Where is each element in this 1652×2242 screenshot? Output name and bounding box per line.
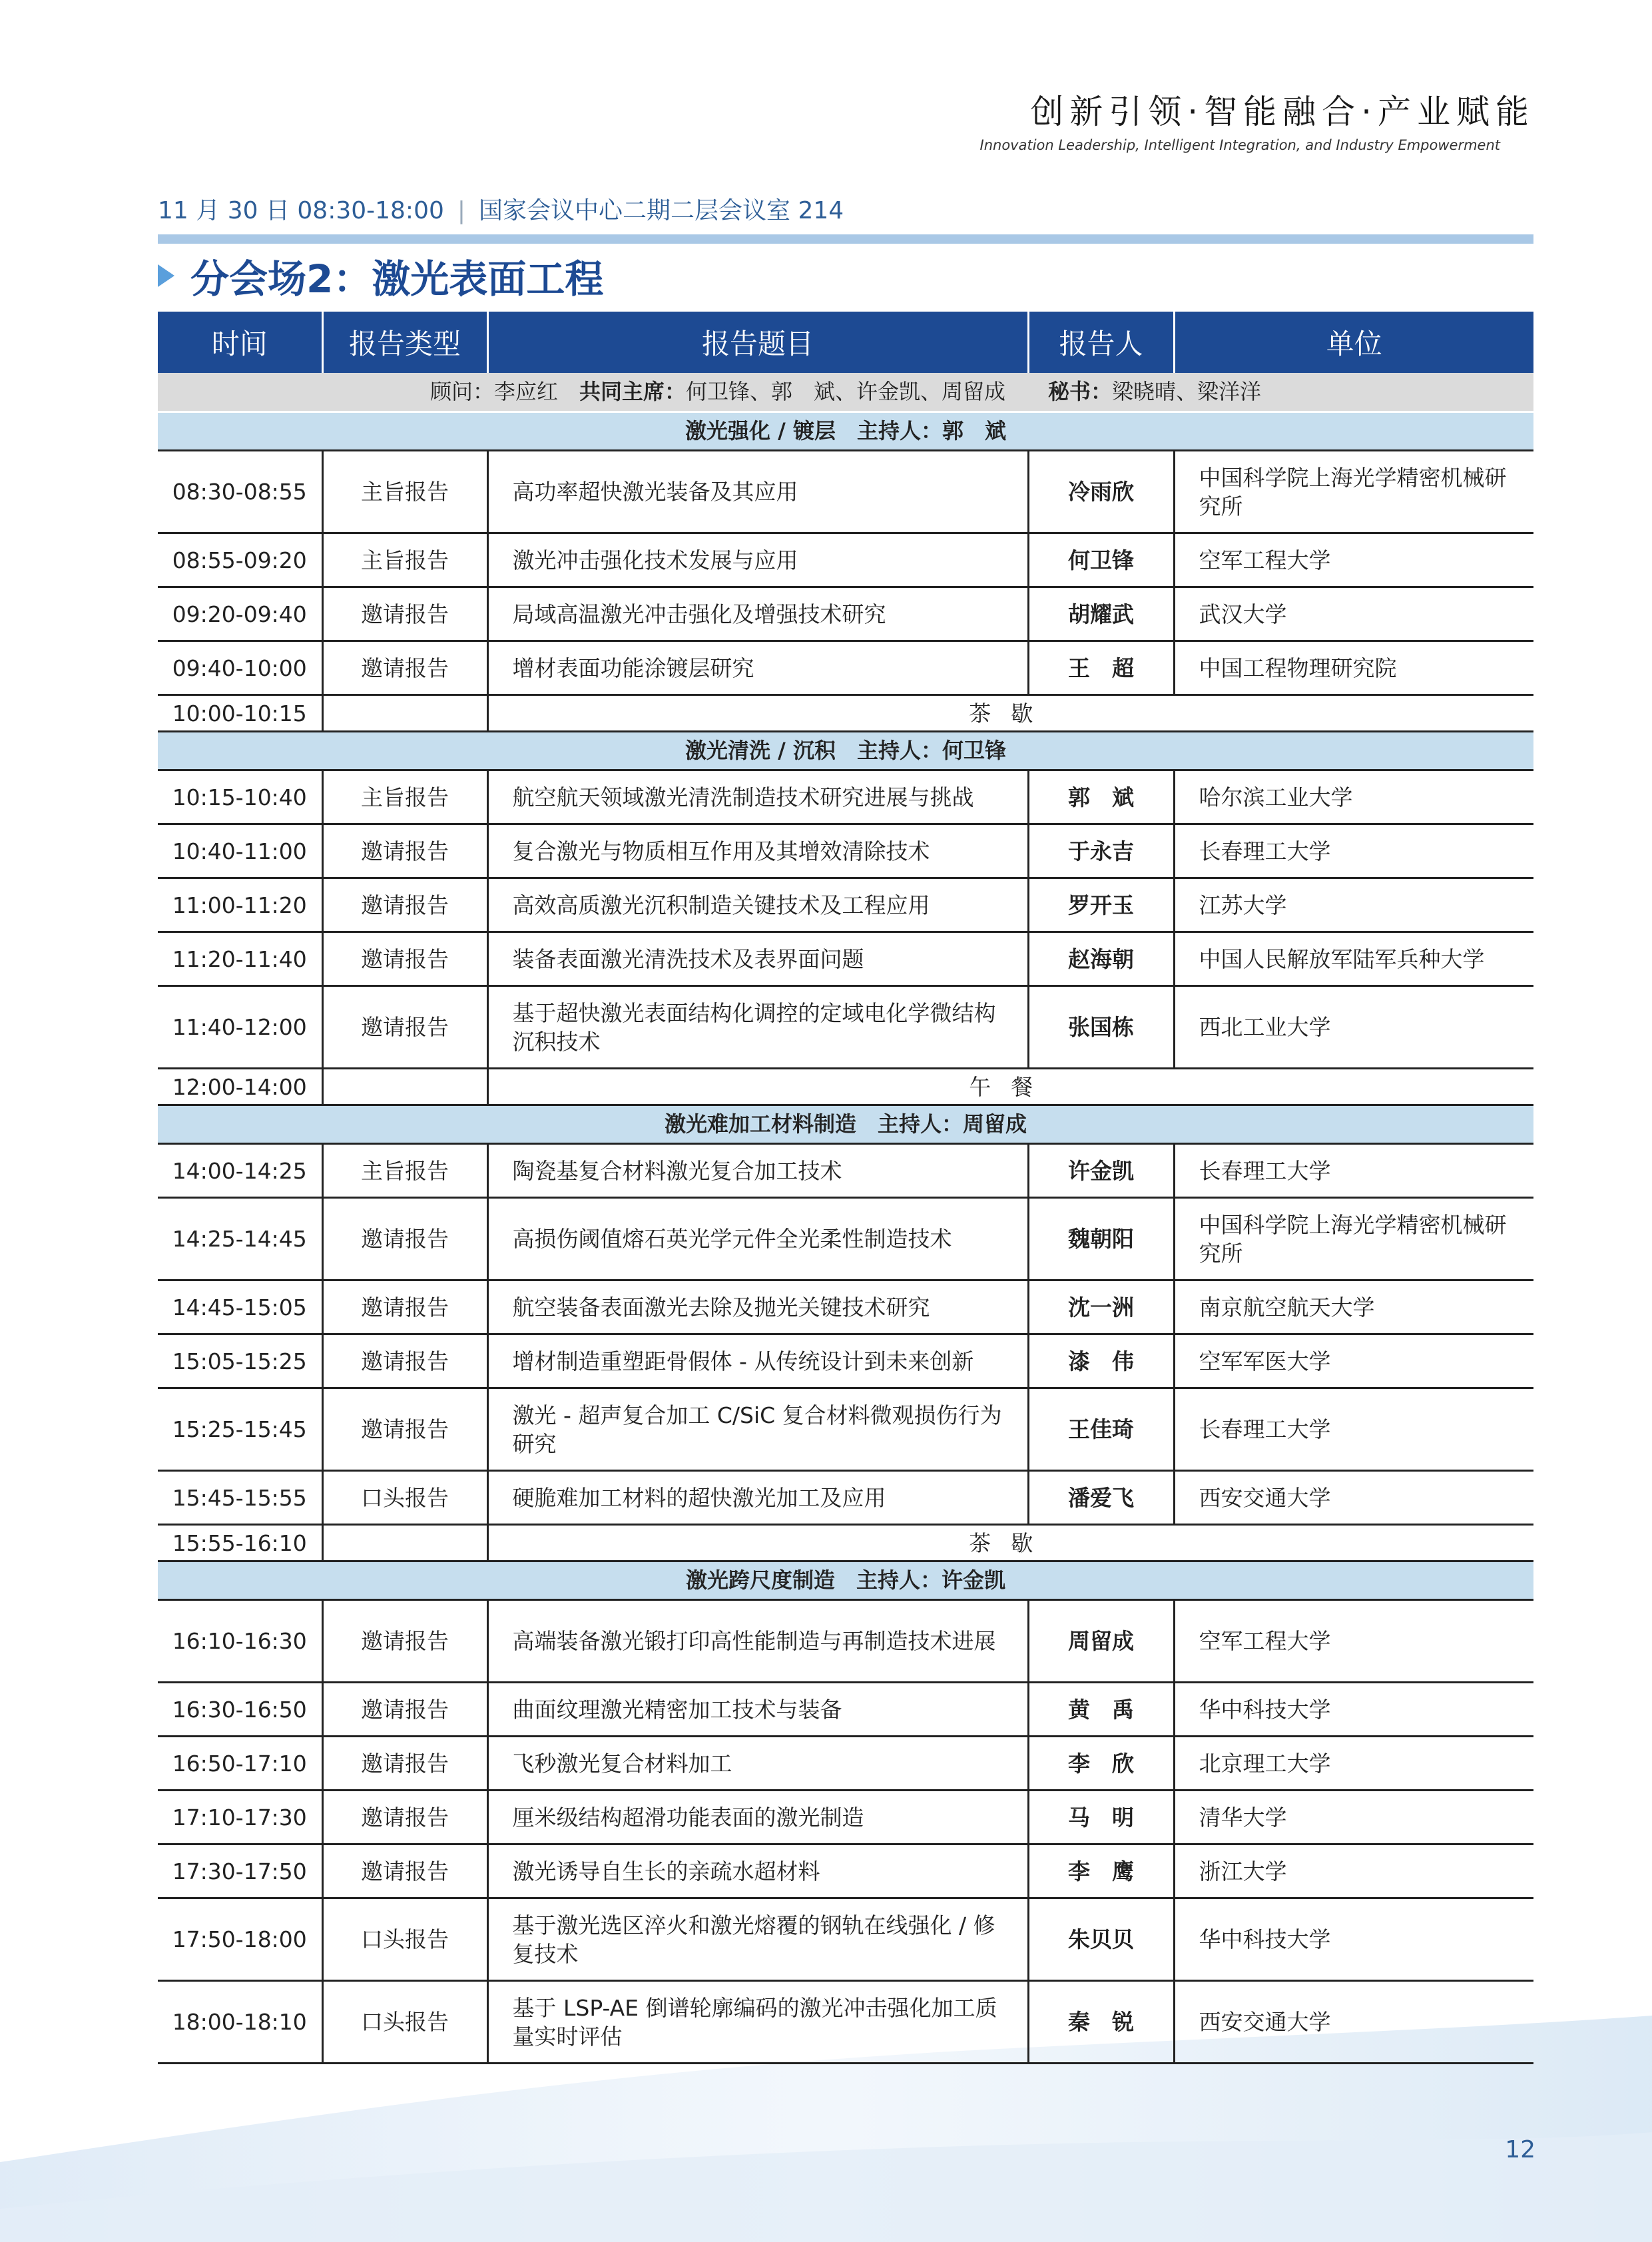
secretary-names: 梁晓晴、梁洋洋 — [1112, 379, 1262, 404]
section-header-row — [158, 412, 1533, 451]
row-time: 15:05-15:25 — [158, 1334, 322, 1388]
row-time: 16:10-16:30 — [158, 1600, 322, 1683]
row-type: 邀请报告 — [322, 1198, 487, 1280]
row-unit: 长春理工大学 — [1174, 1144, 1533, 1198]
row-topic: 高效高质激光沉积制造关键技术及工程应用 — [487, 878, 1028, 932]
row-time: 17:10-17:30 — [158, 1791, 322, 1844]
row-speaker: 王佳琦 — [1028, 1388, 1174, 1471]
row-type: 邀请报告 — [322, 824, 487, 878]
row-topic: 高端装备激光锻打印高性能制造与再制造技术进展 — [487, 1600, 1028, 1683]
table-row — [158, 451, 1533, 533]
break-empty-cell — [322, 1525, 487, 1561]
row-speaker: 朱贝贝 — [1028, 1898, 1174, 1981]
session-title — [158, 248, 603, 304]
row-topic: 激光冲击强化技术发展与应用 — [487, 533, 1028, 587]
row-unit: 西安交通大学 — [1174, 1981, 1533, 2064]
row-speaker: 何卫锋 — [1028, 533, 1174, 587]
row-unit: 中国工程物理研究院 — [1174, 641, 1533, 695]
row-type: 邀请报告 — [322, 1280, 487, 1334]
row-speaker: 胡耀武 — [1028, 587, 1174, 641]
row-unit: 长春理工大学 — [1174, 1388, 1533, 1471]
row-unit: 空军军医大学 — [1174, 1334, 1533, 1388]
page-number: 12 — [1505, 2136, 1535, 2163]
row-time: 18:00-18:10 — [158, 1981, 322, 2064]
table-row — [158, 587, 1533, 641]
break-row — [158, 695, 1533, 732]
row-unit: 清华大学 — [1174, 1791, 1533, 1844]
row-speaker: 冷雨欣 — [1028, 451, 1174, 533]
row-time: 11:00-11:20 — [158, 878, 322, 932]
row-type: 邀请报告 — [322, 1334, 487, 1388]
slogan-english: Innovation Leadership, Intelligent Integration, and Industry Empowerment — [979, 137, 1500, 153]
row-speaker: 王 超 — [1028, 641, 1174, 695]
row-time: 10:40-11:00 — [158, 824, 322, 878]
session-title-text: 分会场2：激光表面工程 — [190, 256, 604, 302]
section-title: 激光跨尺度制造 主持人：许金凯 — [158, 1561, 1533, 1600]
row-topic: 高功率超快激光装备及其应用 — [487, 451, 1028, 533]
row-type: 邀请报告 — [322, 1600, 487, 1683]
table-row — [158, 533, 1533, 587]
break-time: 15:55-16:10 — [158, 1525, 322, 1561]
accent-bar — [158, 234, 1533, 244]
row-type: 主旨报告 — [322, 451, 487, 533]
chairs-label: 共同主席： — [579, 379, 686, 404]
row-unit: 哈尔滨工业大学 — [1174, 770, 1533, 824]
row-topic: 装备表面激光清洗技术及表界面问题 — [487, 932, 1028, 986]
separator: | — [457, 197, 466, 224]
section-title: 激光难加工材料制造 主持人：周留成 — [158, 1105, 1533, 1144]
row-topic: 激光诱导自生长的亲疏水超材料 — [487, 1844, 1028, 1898]
table-row — [158, 932, 1533, 986]
table-row — [158, 1198, 1533, 1280]
row-unit: 西北工业大学 — [1174, 986, 1533, 1069]
table-row — [158, 1280, 1533, 1334]
row-unit: 华中科技大学 — [1174, 1898, 1533, 1981]
break-label: 茶歇 — [487, 695, 1533, 732]
row-topic: 曲面纹理激光精密加工技术与装备 — [487, 1683, 1028, 1737]
secretary-label: 秘书： — [1048, 379, 1113, 404]
row-time: 11:40-12:00 — [158, 986, 322, 1069]
table-header-row — [158, 312, 1533, 373]
row-speaker: 漆 伟 — [1028, 1334, 1174, 1388]
row-time: 08:55-09:20 — [158, 533, 322, 587]
break-row — [158, 1069, 1533, 1105]
row-unit: 中国人民解放军陆军兵种大学 — [1174, 932, 1533, 986]
row-topic: 复合激光与物质相互作用及其增效清除技术 — [487, 824, 1028, 878]
session-venue: 国家会议中心二期二层会议室 214 — [479, 197, 844, 224]
row-speaker: 沈一洲 — [1028, 1280, 1174, 1334]
row-unit: 华中科技大学 — [1174, 1683, 1533, 1737]
agenda-table — [158, 312, 1533, 2064]
section-header-row — [158, 1105, 1533, 1144]
slogan-chinese: 创新引领·智能融合·产业赋能 — [1030, 93, 1535, 131]
row-type: 邀请报告 — [322, 587, 487, 641]
row-time: 17:30-17:50 — [158, 1844, 322, 1898]
section-header-row — [158, 732, 1533, 770]
header-time: 时间 — [158, 312, 322, 373]
header-topic: 报告题目 — [487, 312, 1028, 373]
section-title: 激光清洗 / 沉积 主持人：何卫锋 — [158, 732, 1533, 770]
organizers-row — [158, 373, 1533, 412]
table-row — [158, 1981, 1533, 2064]
row-speaker: 赵海朝 — [1028, 932, 1174, 986]
row-speaker: 于永吉 — [1028, 824, 1174, 878]
table-row — [158, 641, 1533, 695]
table-row — [158, 986, 1533, 1069]
row-time: 16:30-16:50 — [158, 1683, 322, 1737]
row-speaker: 郭 斌 — [1028, 770, 1174, 824]
section-title: 激光强化 / 镀层 主持人：郭 斌 — [158, 412, 1533, 451]
row-topic: 高损伤阈值熔石英光学元件全光柔性制造技术 — [487, 1198, 1028, 1280]
row-time: 08:30-08:55 — [158, 451, 322, 533]
row-unit: 北京理工大学 — [1174, 1737, 1533, 1791]
table-row — [158, 878, 1533, 932]
chairs-names: 何卫锋、郭 斌、许金凯、周留成 — [686, 379, 1006, 404]
organizers-cell — [158, 373, 1533, 412]
row-topic: 硬脆难加工材料的超快激光加工及应用 — [487, 1471, 1028, 1525]
break-row — [158, 1525, 1533, 1561]
row-unit: 西安交通大学 — [1174, 1471, 1533, 1525]
row-topic: 局域高温激光冲击强化及增强技术研究 — [487, 587, 1028, 641]
row-time: 14:45-15:05 — [158, 1280, 322, 1334]
row-type: 邀请报告 — [322, 1844, 487, 1898]
row-type: 邀请报告 — [322, 1737, 487, 1791]
row-type: 邀请报告 — [322, 1388, 487, 1471]
row-unit: 江苏大学 — [1174, 878, 1533, 932]
triangle-bullet-icon — [158, 264, 174, 287]
break-time: 12:00-14:00 — [158, 1069, 322, 1105]
row-type: 主旨报告 — [322, 770, 487, 824]
row-topic: 飞秒激光复合材料加工 — [487, 1737, 1028, 1791]
row-speaker: 秦 锐 — [1028, 1981, 1174, 2064]
row-speaker: 周留成 — [1028, 1600, 1174, 1683]
row-speaker: 张国栋 — [1028, 986, 1174, 1069]
row-unit: 南京航空航天大学 — [1174, 1280, 1533, 1334]
row-type: 邀请报告 — [322, 986, 487, 1069]
row-type: 邀请报告 — [322, 1791, 487, 1844]
row-topic: 基于激光选区淬火和激光熔覆的钢轨在线强化 / 修复技术 — [487, 1898, 1028, 1981]
row-topic: 激光 - 超声复合加工 C/SiC 复合材料微观损伤行为研究 — [487, 1388, 1028, 1471]
row-speaker: 潘爱飞 — [1028, 1471, 1174, 1525]
row-topic: 基于超快激光表面结构化调控的定域电化学微结构沉积技术 — [487, 986, 1028, 1069]
table-row — [158, 1683, 1533, 1737]
row-topic: 增材表面功能涂镀层研究 — [487, 641, 1028, 695]
table-row — [158, 1791, 1533, 1844]
row-time: 10:15-10:40 — [158, 770, 322, 824]
advisor-label: 顾问： — [429, 379, 494, 404]
row-time: 09:40-10:00 — [158, 641, 322, 695]
row-speaker: 李 鹰 — [1028, 1844, 1174, 1898]
row-unit: 中国科学院上海光学精密机械研究所 — [1174, 1198, 1533, 1280]
break-empty-cell — [322, 1069, 487, 1105]
break-empty-cell — [322, 695, 487, 732]
row-speaker: 罗开玉 — [1028, 878, 1174, 932]
row-speaker: 马 明 — [1028, 1791, 1174, 1844]
row-unit: 武汉大学 — [1174, 587, 1533, 641]
row-type: 主旨报告 — [322, 1144, 487, 1198]
table-row — [158, 1334, 1533, 1388]
session-date-venue — [158, 192, 844, 226]
row-type: 口头报告 — [322, 1471, 487, 1525]
table-row — [158, 1737, 1533, 1791]
row-type: 邀请报告 — [322, 1683, 487, 1737]
row-time: 11:20-11:40 — [158, 932, 322, 986]
row-unit: 长春理工大学 — [1174, 824, 1533, 878]
row-topic: 陶瓷基复合材料激光复合加工技术 — [487, 1144, 1028, 1198]
row-time: 15:45-15:55 — [158, 1471, 322, 1525]
row-unit: 空军工程大学 — [1174, 1600, 1533, 1683]
header-unit: 单位 — [1174, 312, 1533, 373]
row-unit: 空军工程大学 — [1174, 533, 1533, 587]
row-time: 09:20-09:40 — [158, 587, 322, 641]
row-topic: 基于 LSP-AE 倒谱轮廓编码的激光冲击强化加工质量实时评估 — [487, 1981, 1028, 2064]
session-date-time: 11 月 30 日 08:30-18:00 — [158, 197, 444, 224]
row-speaker: 黄 禹 — [1028, 1683, 1174, 1737]
row-topic: 航空装备表面激光去除及抛光关键技术研究 — [487, 1280, 1028, 1334]
row-type: 邀请报告 — [322, 641, 487, 695]
table-row — [158, 1600, 1533, 1683]
break-label: 茶歇 — [487, 1525, 1533, 1561]
row-speaker: 许金凯 — [1028, 1144, 1174, 1198]
row-type: 口头报告 — [322, 1981, 487, 2064]
row-type: 邀请报告 — [322, 878, 487, 932]
table-row — [158, 1144, 1533, 1198]
break-label: 午餐 — [487, 1069, 1533, 1105]
row-topic: 厘米级结构超滑功能表面的激光制造 — [487, 1791, 1028, 1844]
advisor-name: 李应红 — [493, 379, 558, 404]
row-topic: 航空航天领域激光清洗制造技术研究进展与挑战 — [487, 770, 1028, 824]
row-type: 邀请报告 — [322, 932, 487, 986]
row-time: 14:00-14:25 — [158, 1144, 322, 1198]
header-type: 报告类型 — [322, 312, 487, 373]
section-header-row — [158, 1561, 1533, 1600]
table-row — [158, 1844, 1533, 1898]
row-unit: 中国科学院上海光学精密机械研究所 — [1174, 451, 1533, 533]
row-topic: 增材制造重塑距骨假体 - 从传统设计到未来创新 — [487, 1334, 1028, 1388]
row-time: 14:25-14:45 — [158, 1198, 322, 1280]
row-unit: 浙江大学 — [1174, 1844, 1533, 1898]
row-time: 15:25-15:45 — [158, 1388, 322, 1471]
row-speaker: 魏朝阳 — [1028, 1198, 1174, 1280]
break-time: 10:00-10:15 — [158, 695, 322, 732]
table-row — [158, 824, 1533, 878]
row-time: 17:50-18:00 — [158, 1898, 322, 1981]
header-speaker: 报告人 — [1028, 312, 1174, 373]
row-speaker: 李 欣 — [1028, 1737, 1174, 1791]
row-time: 16:50-17:10 — [158, 1737, 322, 1791]
table-row — [158, 1388, 1533, 1471]
table-row — [158, 770, 1533, 824]
row-type: 主旨报告 — [322, 533, 487, 587]
row-type: 口头报告 — [322, 1898, 487, 1981]
table-row — [158, 1471, 1533, 1525]
table-row — [158, 1898, 1533, 1981]
